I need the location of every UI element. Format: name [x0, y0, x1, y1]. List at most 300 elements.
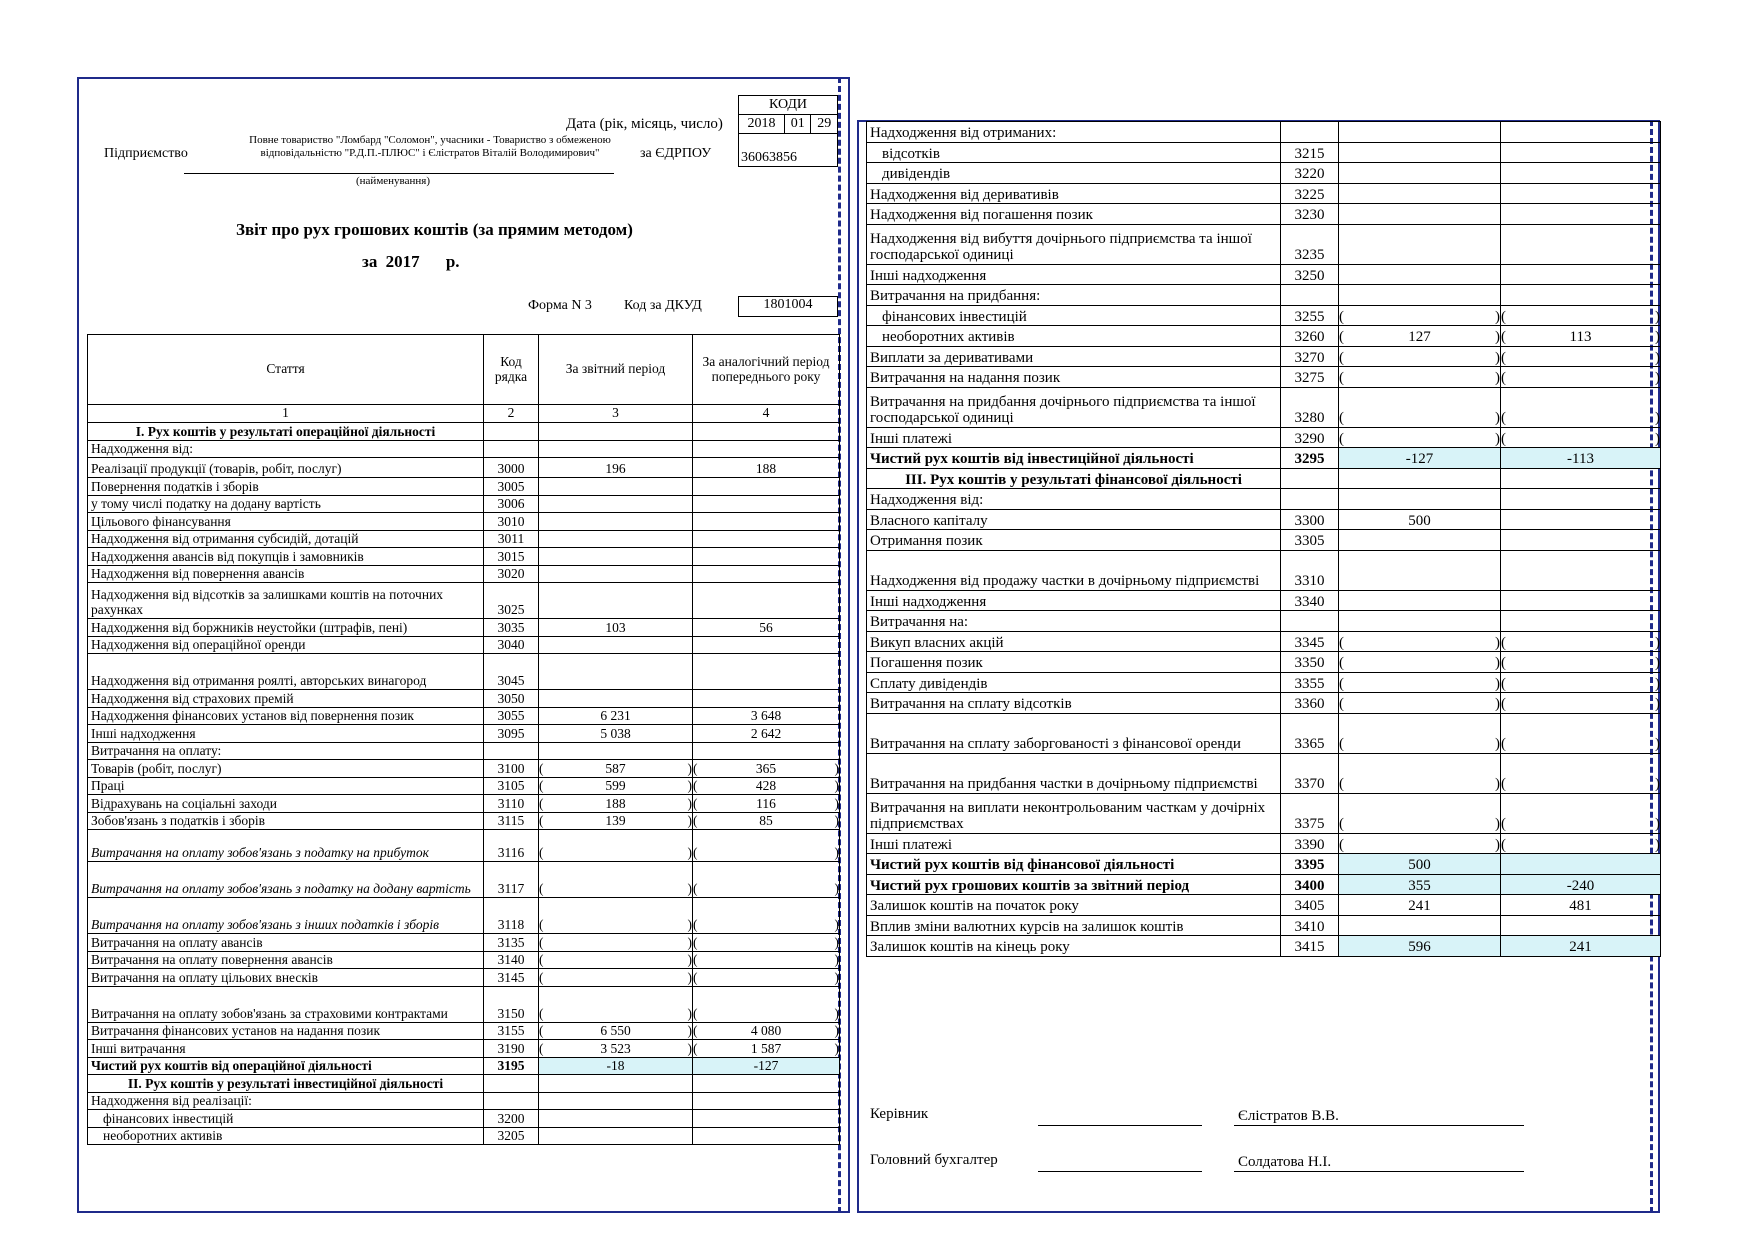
row-code — [484, 1092, 539, 1110]
current-period-value — [539, 565, 693, 583]
value-text: 139 — [605, 813, 626, 829]
open-paren: ( — [539, 813, 544, 829]
table-row — [88, 777, 840, 795]
row-label-text: Погашення позик — [870, 655, 983, 671]
table-row — [88, 548, 840, 566]
previous-period-value — [1501, 509, 1661, 530]
current-period-value — [539, 530, 693, 548]
table-row — [867, 590, 1661, 611]
col-number-3: 3 — [539, 405, 693, 423]
value-text: 355 — [1408, 877, 1431, 894]
previous-period-value — [1501, 833, 1661, 854]
row-label — [88, 951, 484, 969]
value-text: 196 — [605, 461, 626, 477]
table-row — [867, 489, 1661, 510]
previous-period-value — [693, 1057, 840, 1075]
current-period-value — [1339, 693, 1501, 714]
row-label — [867, 936, 1281, 957]
table-row — [867, 326, 1661, 347]
row-label — [867, 142, 1281, 163]
row-code: 3290 — [1281, 427, 1339, 448]
current-period-value — [1339, 652, 1501, 673]
current-period-value — [1339, 326, 1501, 347]
previous-period-value — [1501, 915, 1661, 936]
value-text: -18 — [606, 1058, 625, 1074]
close-paren: ) — [1655, 349, 1660, 366]
dkud-label: Код за ДКУД — [624, 298, 702, 313]
close-paren: ) — [834, 813, 839, 829]
close-paren: ) — [834, 778, 839, 794]
close-paren: ) — [1495, 370, 1500, 386]
row-label-text: Надходження від операційної оренди — [91, 637, 306, 653]
previous-period-value — [1501, 590, 1661, 611]
value-text: 56 — [759, 619, 773, 635]
row-label — [88, 458, 484, 478]
row-label — [867, 895, 1281, 916]
row-code: 3215 — [1281, 142, 1339, 163]
row-label — [867, 793, 1281, 833]
close-paren: ) — [1495, 308, 1500, 325]
row-label-text: Сплату дивідендів — [870, 675, 988, 692]
open-paren: ( — [1339, 430, 1344, 447]
table-row — [88, 969, 840, 987]
row-label — [867, 854, 1281, 875]
table-row — [867, 672, 1661, 693]
row-label-text: Витрачання на придбання: — [870, 288, 1041, 304]
previous-period-value — [693, 478, 840, 496]
value-text: -127 — [1405, 451, 1434, 467]
previous-period-value — [1501, 163, 1661, 184]
row-code: 3006 — [484, 495, 539, 513]
previous-cell — [1501, 468, 1661, 489]
open-paren: ( — [693, 795, 698, 811]
close-paren: ) — [1655, 430, 1660, 447]
close-paren: ) — [1495, 655, 1500, 671]
row-code: 3135 — [484, 934, 539, 952]
open-paren: ( — [693, 934, 698, 950]
row-label-text: Надходження авансів від покупців і замовників — [91, 548, 364, 564]
table-row — [88, 742, 840, 760]
previous-period-value — [1501, 530, 1661, 551]
row-label-text: Повернення податків і зборів — [91, 478, 259, 494]
value-text: 596 — [1408, 939, 1431, 955]
open-paren: ( — [693, 881, 698, 897]
open-paren: ( — [1501, 696, 1506, 712]
row-label-text: Витрачання на оплату зобов'язань з інших податків і зборів — [91, 917, 439, 933]
form-label: Форма N 3 — [528, 298, 592, 313]
value-text: 599 — [605, 778, 626, 794]
col-header-previous: За аналогічний період попереднього року — [693, 335, 840, 405]
current-period-value — [1339, 305, 1501, 326]
total-row — [88, 1057, 840, 1075]
value-text: 188 — [605, 795, 626, 811]
head-name-line — [1234, 1125, 1524, 1126]
current-period-value — [1339, 793, 1501, 833]
previous-period-value — [1501, 387, 1661, 427]
open-paren: ( — [1339, 836, 1344, 853]
date-day: 29 — [811, 115, 838, 134]
row-label — [88, 760, 484, 778]
row-label-text: Витрачання на оплату повернення авансів — [91, 952, 333, 968]
previous-period-value — [693, 795, 840, 813]
current-period-value — [539, 513, 693, 531]
open-paren: ( — [1501, 370, 1506, 386]
close-paren: ) — [834, 1023, 839, 1039]
table-row — [88, 1040, 840, 1058]
row-label — [88, 707, 484, 725]
row-label — [88, 742, 484, 760]
row-code: 3360 — [1281, 693, 1339, 714]
table-row — [88, 1110, 840, 1128]
current-cell — [539, 423, 693, 441]
row-label-text: Інші надходження — [91, 725, 196, 741]
table-row — [867, 367, 1661, 388]
table-row — [867, 163, 1661, 184]
current-period-value — [1339, 936, 1501, 957]
close-paren: ) — [834, 881, 839, 897]
name-caption: (найменування) — [356, 175, 430, 187]
current-period-value — [1339, 590, 1501, 611]
row-code: 3155 — [484, 1022, 539, 1040]
row-code: 3205 — [484, 1127, 539, 1145]
row-label-text: Надходження від: — [91, 441, 193, 457]
current-period-value — [539, 951, 693, 969]
close-paren: ) — [1655, 655, 1660, 671]
open-paren: ( — [1501, 836, 1506, 853]
table-row — [867, 713, 1661, 753]
close-paren: ) — [834, 934, 839, 950]
table-row — [867, 427, 1661, 448]
row-label-text: фінансових інвестицій — [882, 308, 1027, 325]
close-paren: ) — [1495, 634, 1500, 651]
close-paren: ) — [834, 845, 839, 861]
row-code — [1281, 489, 1339, 510]
close-paren: ) — [834, 952, 839, 968]
value-text: 6 231 — [600, 708, 631, 724]
table-row — [88, 707, 840, 725]
row-label-text: дивідендів — [882, 166, 951, 182]
previous-period-value — [693, 742, 840, 760]
value-text: -240 — [1566, 877, 1595, 894]
previous-period-value — [1501, 631, 1661, 652]
row-code: 3150 — [484, 986, 539, 1022]
close-paren: ) — [1495, 696, 1500, 712]
code-cell — [484, 1075, 539, 1093]
table-row — [867, 530, 1661, 551]
row-code: 3405 — [1281, 895, 1339, 916]
previous-period-value — [693, 1022, 840, 1040]
open-paren: ( — [693, 1040, 698, 1056]
current-period-value — [1339, 530, 1501, 551]
current-period-value — [1339, 753, 1501, 793]
row-code: 3370 — [1281, 753, 1339, 793]
table-row — [867, 183, 1661, 204]
row-label-text: Реалізації продукції (товарів, робіт, послуг) — [91, 461, 342, 477]
current-period-value — [539, 862, 693, 898]
open-paren: ( — [539, 969, 544, 985]
row-label — [867, 264, 1281, 285]
row-label — [867, 305, 1281, 326]
current-period-value — [1339, 367, 1501, 388]
previous-period-value — [1501, 367, 1661, 388]
row-label — [88, 934, 484, 952]
table-row — [867, 509, 1661, 530]
row-label-text: Інші надходження — [870, 267, 987, 284]
row-code — [484, 440, 539, 458]
table-row — [867, 204, 1661, 225]
close-paren: ) — [687, 917, 692, 933]
right-cash-flow-table — [866, 121, 1661, 957]
previous-period-value — [1501, 427, 1661, 448]
open-paren: ( — [693, 760, 698, 776]
row-label — [867, 183, 1281, 204]
row-label — [88, 530, 484, 548]
table-row — [88, 619, 840, 637]
previous-period-value — [1501, 183, 1661, 204]
close-paren: ) — [1655, 836, 1660, 853]
row-label — [88, 725, 484, 743]
row-code — [1281, 285, 1339, 306]
edrpou-label: за ЄДРПОУ — [640, 146, 712, 161]
table-row — [867, 936, 1661, 957]
table-row — [867, 915, 1661, 936]
open-paren: ( — [1339, 736, 1344, 752]
open-paren: ( — [1339, 816, 1344, 832]
row-code: 3295 — [1281, 448, 1339, 469]
previous-period-value — [1501, 672, 1661, 693]
row-code — [484, 742, 539, 760]
close-paren: ) — [834, 1040, 839, 1056]
row-label — [88, 619, 484, 637]
previous-period-value — [1501, 326, 1661, 347]
row-label-text: Надходження від боржників неустойки (штрафів, пені) — [91, 619, 408, 635]
previous-period-value — [1501, 204, 1661, 225]
close-paren: ) — [1495, 776, 1500, 792]
row-label-text: Надходження від реалізації: — [91, 1093, 252, 1109]
open-paren: ( — [693, 1005, 698, 1021]
open-paren: ( — [1501, 329, 1506, 345]
open-paren: ( — [1501, 430, 1506, 447]
value-text: 116 — [756, 795, 776, 811]
row-code: 3260 — [1281, 326, 1339, 347]
previous-period-value — [693, 898, 840, 934]
accountant-name-line — [1234, 1171, 1524, 1172]
row-label-text: Витрачання на оплату зобов'язань з податку на прибуток — [91, 845, 429, 861]
previous-period-value — [693, 1110, 840, 1128]
row-label — [88, 513, 484, 531]
table-row — [88, 1127, 840, 1145]
enterprise-name: Повне товариство "Ломбард "Соломон", учасники - Товариство з обмеженою відповідальністю "Р.Д.П.-ПЛЮС" і Єлістратов Віталій Володимирович" — [249, 134, 611, 159]
row-label — [867, 550, 1281, 590]
row-label-text: Відрахувань на соціальні заходи — [91, 795, 277, 811]
previous-period-value — [1501, 753, 1661, 793]
row-label — [88, 777, 484, 795]
close-paren: ) — [1655, 736, 1660, 752]
table-row — [867, 142, 1661, 163]
previous-period-value — [1501, 224, 1661, 264]
previous-period-value — [693, 862, 840, 898]
current-period-value — [1339, 874, 1501, 895]
table-row — [88, 636, 840, 654]
close-paren: ) — [687, 795, 692, 811]
row-label-text: Витрачання на надання позик — [870, 370, 1061, 386]
row-label — [867, 122, 1281, 143]
row-label-text: Надходження від отримання роялті, авторських винагород — [91, 673, 427, 689]
row-label-text: Витрачання на оплату: — [91, 743, 222, 759]
value-text: -113 — [1567, 451, 1594, 467]
accountant-name: Солдатова Н.І. — [1238, 1154, 1332, 1170]
row-code: 3230 — [1281, 204, 1339, 225]
row-label-text: Інші платежі — [870, 430, 953, 447]
row-label — [867, 611, 1281, 632]
row-label — [867, 530, 1281, 551]
previous-period-value — [1501, 346, 1661, 367]
current-period-value — [539, 760, 693, 778]
row-label-text: Надходження від отриманих: — [870, 125, 1057, 141]
close-paren: ) — [1655, 816, 1660, 832]
previous-period-value — [693, 830, 840, 862]
open-paren: ( — [1501, 308, 1506, 325]
code-cell — [1281, 468, 1339, 489]
total-row — [867, 448, 1661, 469]
row-code: 3100 — [484, 760, 539, 778]
close-paren: ) — [834, 760, 839, 776]
row-label-text: Зобов'язань з податків і зборів — [91, 813, 265, 829]
current-period-value — [539, 1057, 693, 1075]
value-text: 113 — [1569, 329, 1592, 345]
current-period-value — [539, 1022, 693, 1040]
open-paren: ( — [1501, 410, 1506, 426]
row-label — [867, 489, 1281, 510]
row-label-text: Власного капіталу — [870, 512, 988, 529]
current-period-value — [539, 934, 693, 952]
open-paren: ( — [693, 952, 698, 968]
value-text: 6 550 — [600, 1023, 631, 1039]
row-label — [867, 833, 1281, 854]
value-text: 500 — [1408, 857, 1431, 873]
current-period-value — [1339, 550, 1501, 590]
head-name: Єлістратов В.В. — [1238, 1108, 1339, 1124]
total-row — [867, 854, 1661, 875]
row-code: 3010 — [484, 513, 539, 531]
current-period-value — [539, 898, 693, 934]
row-code: 3105 — [484, 777, 539, 795]
previous-period-value — [693, 760, 840, 778]
row-label — [88, 1040, 484, 1058]
row-code: 3015 — [484, 548, 539, 566]
previous-period-value — [693, 777, 840, 795]
row-label-text: Витрачання на оплату авансів — [91, 934, 263, 950]
row-label — [88, 830, 484, 862]
current-period-value — [1339, 387, 1501, 427]
row-label-text: Витрачання на придбання дочірнього підприємства та іншої господарської одиниці — [870, 393, 1256, 426]
row-label — [88, 654, 484, 690]
close-paren: ) — [834, 969, 839, 985]
report-year: 2017 — [385, 252, 420, 271]
row-code: 3400 — [1281, 874, 1339, 895]
previous-period-value — [1501, 550, 1661, 590]
row-label — [867, 509, 1281, 530]
table-row — [867, 652, 1661, 673]
close-paren: ) — [1495, 430, 1500, 447]
row-label-text: Витрачання на виплати неконтрольованим часткам у дочірніх підприємствах — [870, 799, 1266, 832]
current-period-value — [1339, 833, 1501, 854]
current-period-value — [539, 777, 693, 795]
current-period-value — [1339, 204, 1501, 225]
row-label-text: Залишок коштів на кінець року — [870, 939, 1070, 955]
row-label — [867, 631, 1281, 652]
table-row — [867, 895, 1661, 916]
previous-period-value — [1501, 489, 1661, 510]
close-paren: ) — [1655, 634, 1660, 651]
open-paren: ( — [1339, 696, 1344, 712]
row-label-text: Праці — [91, 778, 125, 794]
current-period-value — [539, 969, 693, 987]
open-paren: ( — [539, 760, 544, 776]
row-label — [867, 915, 1281, 936]
open-paren: ( — [1501, 736, 1506, 752]
row-code: 3250 — [1281, 264, 1339, 285]
row-label-text: Інші надходження — [870, 593, 987, 610]
table-row — [88, 440, 840, 458]
row-label — [88, 862, 484, 898]
row-label-text: Чистий рух коштів від операційної діяльності — [91, 1058, 372, 1074]
open-paren: ( — [1339, 308, 1344, 325]
row-label-text: фінансових інвестицій — [103, 1110, 234, 1126]
open-paren: ( — [1339, 776, 1344, 792]
row-code: 3095 — [484, 725, 539, 743]
row-label — [88, 1127, 484, 1145]
current-period-value — [1339, 163, 1501, 184]
row-code: 3410 — [1281, 915, 1339, 936]
row-label-text: Надходження від погашення позик — [870, 207, 1093, 223]
current-period-value — [1339, 448, 1501, 469]
col-header-article: Стаття — [88, 335, 484, 405]
close-paren: ) — [687, 1023, 692, 1039]
row-code: 3050 — [484, 690, 539, 708]
current-period-value — [539, 548, 693, 566]
table-row — [88, 690, 840, 708]
open-paren: ( — [539, 934, 544, 950]
table-row — [867, 550, 1661, 590]
open-paren: ( — [539, 952, 544, 968]
row-label — [867, 346, 1281, 367]
table-row — [88, 986, 840, 1022]
value-text: 5 038 — [600, 725, 631, 741]
close-paren: ) — [1655, 675, 1660, 692]
previous-period-value — [693, 440, 840, 458]
previous-cell — [693, 1075, 840, 1093]
row-label — [88, 812, 484, 830]
previous-period-value — [1501, 895, 1661, 916]
row-label — [88, 548, 484, 566]
table-row — [88, 934, 840, 952]
open-paren: ( — [1339, 349, 1344, 366]
row-label — [88, 565, 484, 583]
section-row — [88, 1075, 840, 1093]
current-period-value — [1339, 264, 1501, 285]
open-paren: ( — [1501, 349, 1506, 366]
previous-period-value — [693, 513, 840, 531]
row-label — [88, 440, 484, 458]
current-period-value — [1339, 713, 1501, 753]
previous-period-value — [1501, 652, 1661, 673]
table-row — [88, 760, 840, 778]
previous-period-value — [693, 1127, 840, 1145]
current-period-value — [539, 1127, 693, 1145]
previous-period-value — [693, 583, 840, 619]
current-period-value — [539, 478, 693, 496]
